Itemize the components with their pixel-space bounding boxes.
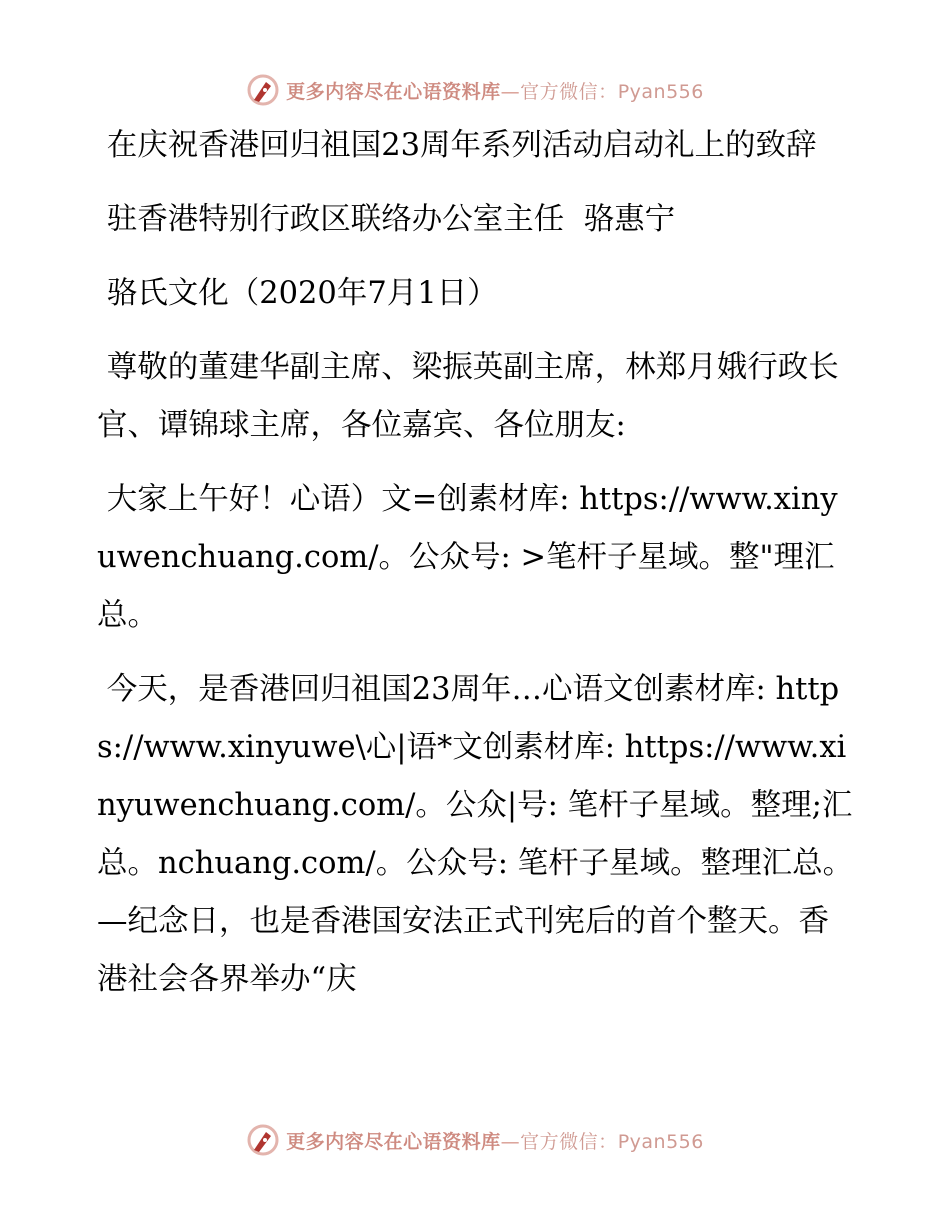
document-title: 在庆祝香港回归祖国23周年系列活动启动礼上的致辞 (97, 128, 817, 163)
document-body (97, 117, 857, 1025)
source-date-line: 骆氏文化（2020年7月1日） (97, 276, 498, 311)
watermark-text: 更多内容尽在心语资料库—官方微信：Pyan556 (286, 1130, 704, 1153)
header-watermark (0, 70, 950, 110)
body-paragraph: 今天，是香港回归祖国23周年…心语文创素材库: https://www.xinyuwe\心|语*文创素材库: https://www.xinyuwenchuang.com/。公众|号: 笔杆子星域。整理;汇总。nchuang.com/。公众号: 笔杆子星域。整理汇总。—纪念日，也是香港国安法正式刊宪后的首个整天。香港社会各界举办“庆 (97, 672, 854, 997)
footer-watermark (0, 1120, 950, 1160)
salutation-paragraph: 尊敬的董建华副主席、梁振英副主席，林郑月娥行政长官、谭锦球主席，各位嘉宾、各位朋友: (97, 350, 839, 443)
greeting-paragraph: 大家上午好！心语）文=创素材库: https://www.xinyuwenchuang.com/。公众号: >笔杆子星域。整"理汇总。 (97, 482, 838, 633)
pen-nib-logo-icon (246, 1123, 280, 1157)
pen-nib-logo-icon (246, 73, 280, 107)
watermark-text: 更多内容尽在心语资料库—官方微信：Pyan556 (286, 80, 704, 103)
author-line: 驻香港特别行政区联络办公室主任 骆惠宁 (97, 202, 676, 237)
